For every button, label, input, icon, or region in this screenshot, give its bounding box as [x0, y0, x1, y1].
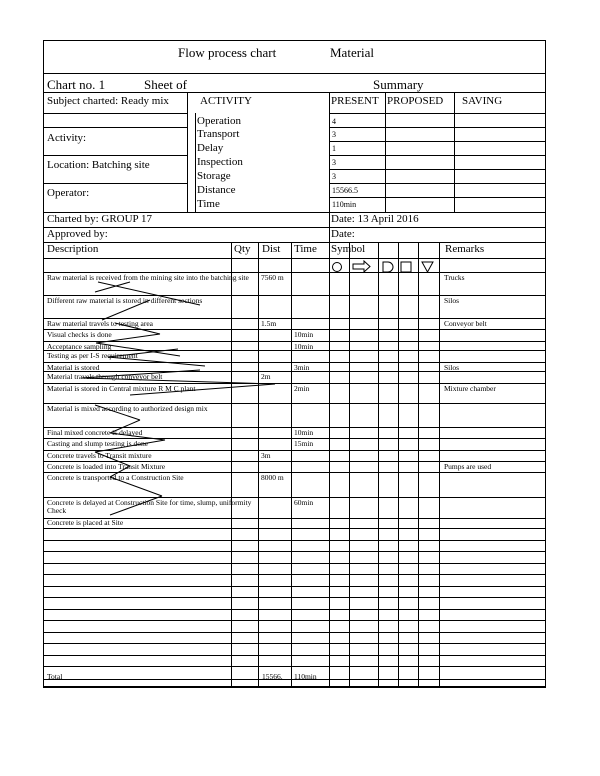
summary-present-4: 3	[332, 172, 336, 181]
summary-present-6: 110min	[332, 200, 357, 209]
step-description-10: Final mixed concrete is delayed	[47, 428, 143, 437]
step-description-15: Concrete is delayed at Construction Site for time, slump, uniformity Check	[47, 498, 252, 515]
step-description-14: Concrete is transported to a Construction Site	[47, 473, 184, 482]
step-dist-7: 2m	[261, 372, 271, 381]
step-description-0: Raw material is received from the mining site into the batching site	[47, 273, 249, 282]
total-label: Total	[47, 672, 63, 681]
summary-activity-1: Transport	[197, 128, 240, 140]
step-description-7: Material travels through conveyor belt	[47, 372, 163, 381]
approved-date: Date:	[331, 228, 355, 240]
step-description-9: Material is mixed according to authorized design mix	[47, 404, 208, 413]
step-time-10: 10min	[294, 428, 314, 437]
col-qty: Qty	[234, 243, 251, 255]
summary-present-5: 15566.5	[332, 186, 358, 195]
step-dist-2: 1.5m	[261, 319, 277, 328]
step-description-13: Concrete is loaded into Transit Mixture	[47, 462, 166, 471]
approved-by: Approved by:	[47, 228, 108, 240]
storage-triangle-icon	[422, 262, 433, 272]
sheet-of: Sheet of	[144, 77, 187, 92]
step-description-11: Casting and slump testing is done	[47, 439, 149, 448]
summary-activity-3: Inspection	[197, 156, 243, 168]
step-time-8: 2min	[294, 384, 310, 393]
total-dist: 15566.	[262, 672, 283, 681]
transport-arrow-icon	[353, 261, 370, 272]
step-description-3: Visual checks is done	[47, 330, 112, 339]
step-description-6: Material is stored	[47, 363, 100, 372]
chart-number: Chart no. 1	[47, 77, 106, 92]
step-time-6: 3min	[294, 363, 310, 372]
summary-col-proposed: PROPOSED	[387, 95, 444, 107]
step-remarks-0: Trucks	[444, 273, 465, 282]
summary-activity-5: Distance	[197, 184, 236, 196]
summary-present-2: 1	[332, 144, 336, 153]
inspection-square-icon	[401, 262, 411, 272]
operator-label: Operator:	[47, 187, 90, 199]
step-time-11: 15min	[294, 439, 314, 448]
summary-present-0: 4	[332, 117, 336, 126]
col-time: Time	[294, 243, 317, 255]
total-time: 110min	[294, 672, 317, 681]
step-time-15: 60min	[294, 498, 314, 507]
step-description-5: Testing as per I-S requirement	[47, 351, 138, 360]
summary-heading: Summary	[373, 77, 424, 92]
step-description-4: Acceptance sampling	[47, 342, 112, 351]
summary-present-3: 3	[332, 158, 336, 167]
col-description: Description	[47, 243, 99, 255]
step-remarks-6: Silos	[444, 363, 460, 372]
summary-activity-2: Delay	[197, 142, 224, 154]
summary-col-present: PRESENT	[331, 95, 379, 107]
step-time-3: 10min	[294, 330, 314, 339]
step-description-12: Concrete travels to Transit mixture	[47, 451, 152, 460]
summary-col-activity: ACTIVITY	[200, 95, 252, 107]
step-remarks-8: Mixture chamber	[444, 384, 496, 393]
col-dist: Dist	[262, 243, 281, 255]
chart-title: Flow process chart	[178, 45, 277, 60]
subject-charted: Subject charted: Ready mix	[47, 95, 169, 107]
summary-activity-4: Storage	[197, 170, 231, 182]
step-remarks-1: Silos	[444, 296, 460, 305]
step-description-2: Raw material travels to testing area	[47, 319, 153, 328]
operation-circle-icon	[333, 263, 342, 272]
chart-type: Material	[330, 45, 375, 60]
summary-activity-0: Operation	[197, 115, 241, 127]
summary-present-1: 3	[332, 130, 336, 139]
summary-activity-6: Time	[197, 198, 220, 210]
col-remarks: Remarks	[445, 243, 485, 255]
location-label: Location: Batching site	[47, 159, 150, 171]
step-dist-14: 8000 m	[261, 473, 284, 482]
charted-date: Date: 13 April 2016	[331, 213, 419, 225]
step-description-1: Different raw material is stored in different sections	[47, 296, 203, 305]
step-dist-12: 3m	[261, 451, 271, 460]
activity-label: Activity:	[47, 132, 87, 144]
step-remarks-2: Conveyor belt	[444, 319, 487, 328]
delay-d-icon	[383, 262, 393, 272]
step-description-8: Material is stored in Central mixture R M C plant	[47, 384, 196, 393]
charted-by: Charted by: GROUP 17	[47, 213, 153, 225]
flow-strokes	[82, 282, 275, 515]
step-time-4: 10min	[294, 342, 314, 351]
step-remarks-13: Pumps are used	[444, 462, 492, 471]
step-dist-0: 7560 m	[261, 273, 284, 282]
summary-col-saving: SAVING	[462, 95, 503, 107]
step-description-16: Concrete is placed at Site	[47, 518, 124, 527]
col-symbol: Symbol	[331, 243, 366, 255]
